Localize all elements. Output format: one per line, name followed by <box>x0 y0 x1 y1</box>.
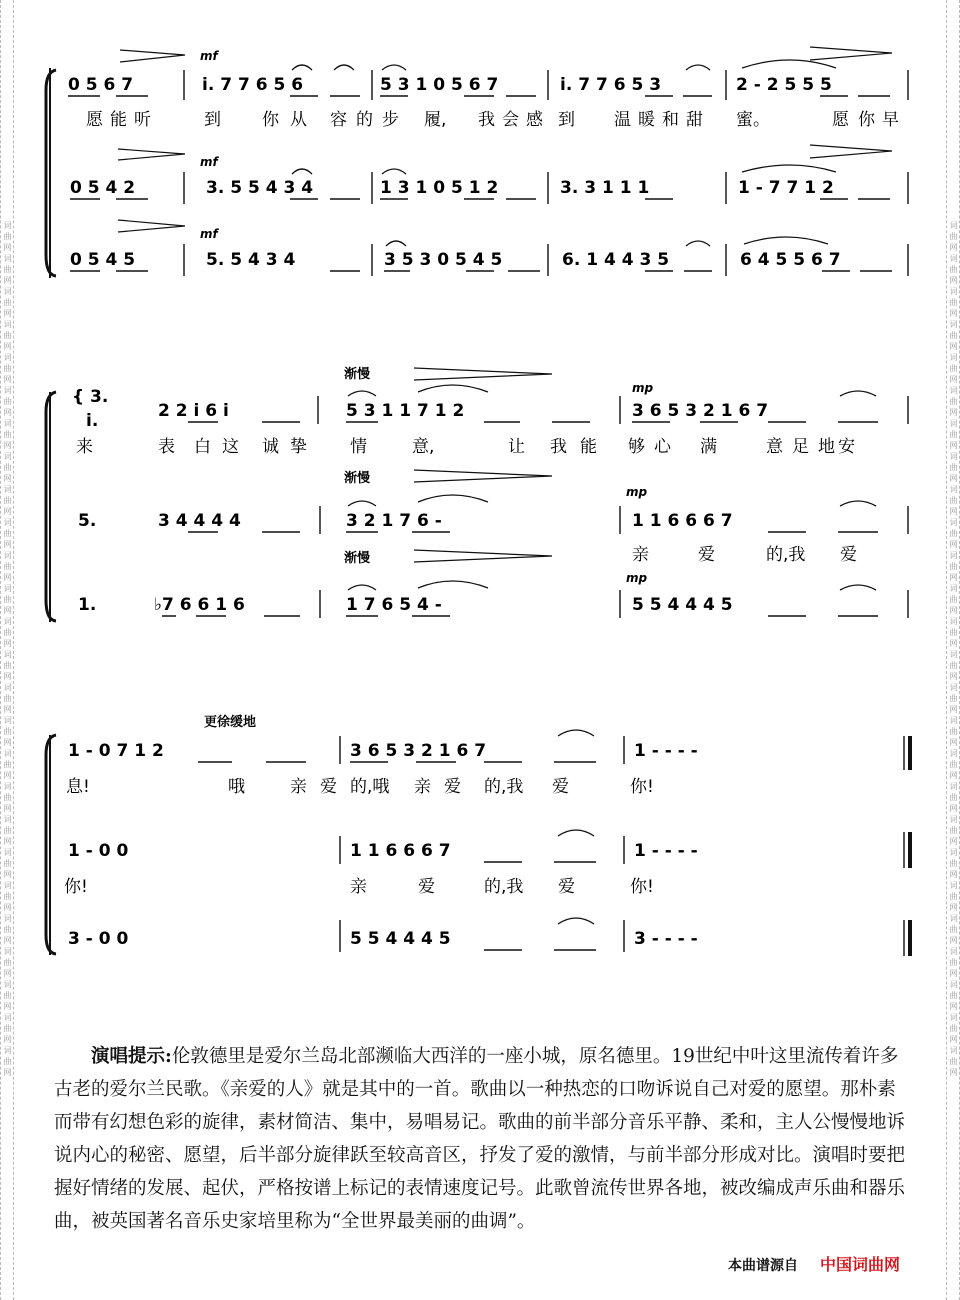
svg-text:我: 我 <box>478 110 495 130</box>
svg-text:的,我: 的,我 <box>484 877 524 897</box>
svg-text:1 7 6 5 4 -: 1 7 6 5 4 - <box>346 595 442 615</box>
svg-text:2 - 2 5 5 5: 2 - 2 5 5 5 <box>736 75 832 95</box>
svg-text:爱: 爱 <box>552 777 569 797</box>
svg-text:息!: 息! <box>66 777 90 797</box>
svg-text:容: 容 <box>330 110 347 130</box>
svg-text:蜜。: 蜜。 <box>736 110 770 130</box>
svg-text:的: 的 <box>356 110 373 130</box>
tempo-mark: 渐慢 <box>344 367 371 382</box>
svg-text:3 - 0 0: 3 - 0 0 <box>68 929 129 949</box>
svg-text:早: 早 <box>882 110 899 130</box>
svg-text:3 2 1 7 6 -: 3 2 1 7 6 - <box>346 511 442 531</box>
svg-text:暖: 暖 <box>638 110 655 130</box>
svg-text:诚: 诚 <box>262 437 279 457</box>
lyrics-row-1 <box>86 110 899 130</box>
svg-text:到: 到 <box>204 110 221 130</box>
svg-text:爱: 爱 <box>320 777 337 797</box>
svg-text:和: 和 <box>662 110 679 130</box>
svg-text:哦: 哦 <box>228 777 245 797</box>
svg-text:亲: 亲 <box>414 777 431 797</box>
svg-text:3 4 4 4 4: 3 4 4 4 4 <box>158 511 241 531</box>
svg-text:3 6 5 3 2 1 6 7: 3 6 5 3 2 1 6 7 <box>632 401 769 421</box>
svg-text:你: 你 <box>858 110 875 130</box>
svg-text:能: 能 <box>110 110 127 130</box>
svg-text:爱: 爱 <box>698 545 715 565</box>
svg-text:感: 感 <box>526 110 543 130</box>
svg-text:心: 心 <box>654 437 671 457</box>
svg-text:够: 够 <box>628 437 645 457</box>
svg-text:亲: 亲 <box>290 777 307 797</box>
svg-text:愿: 愿 <box>832 110 849 130</box>
svg-text:足: 足 <box>792 437 809 457</box>
svg-text:步: 步 <box>382 110 399 130</box>
svg-text:2 2 i 6 i: 2 2 i 6 i <box>158 401 229 421</box>
dynamic-mp: mp <box>626 571 648 585</box>
svg-text:1 1 6 6 6 7: 1 1 6 6 6 7 <box>350 841 451 861</box>
svg-text:到: 到 <box>558 110 575 130</box>
svg-text:♭7 6 6 1 6: ♭7 6 6 1 6 <box>154 595 245 615</box>
svg-text:i. 7 7 6 5 6: i. 7 7 6 5 6 <box>202 75 304 95</box>
notes-label: 演唱提示: <box>91 1046 172 1067</box>
dynamic-mf: mf <box>200 155 218 169</box>
svg-text:1 - 0 7 1 2: 1 - 0 7 1 2 <box>68 741 164 761</box>
source-credit <box>728 1252 900 1275</box>
svg-text:5 3 1 1 7 1 2: 5 3 1 1 7 1 2 <box>346 401 465 421</box>
svg-text:i.: i. <box>86 411 99 431</box>
svg-text:i. 7 7 6 5 3: i. 7 7 6 5 3 <box>560 75 662 95</box>
svg-text:3. 3 1 1 1: 3. 3 1 1 1 <box>560 178 650 198</box>
svg-text:5 3 1 0 5 6 7: 5 3 1 0 5 6 7 <box>380 75 499 95</box>
svg-text:情: 情 <box>350 437 367 457</box>
svg-text:1 - - - -: 1 - - - - <box>634 841 698 861</box>
svg-text:爱: 爱 <box>558 877 575 897</box>
svg-text:{ 3.: { 3. <box>72 387 109 407</box>
svg-text:你!: 你! <box>64 877 88 897</box>
svg-text:的,我: 的,我 <box>484 777 524 797</box>
system-3 <box>46 714 910 956</box>
svg-text:6. 1 4 4 3 5: 6. 1 4 4 3 5 <box>562 250 670 270</box>
tempo-mark: 更徐缓地 <box>204 715 257 730</box>
svg-text:爱: 爱 <box>418 877 435 897</box>
tempo-mark: 渐慢 <box>344 551 371 566</box>
svg-text:的,我: 的,我 <box>766 545 806 565</box>
svg-text:3 5 3 0 5 4 5: 3 5 3 0 5 4 5 <box>384 250 503 270</box>
svg-text:5. 5 4 3 4: 5. 5 4 3 4 <box>206 250 296 270</box>
svg-text:白: 白 <box>194 437 211 457</box>
svg-text:履,: 履, <box>424 110 447 130</box>
svg-text:爱: 爱 <box>444 777 461 797</box>
svg-text:从: 从 <box>290 110 307 130</box>
svg-text:地: 地 <box>818 437 835 457</box>
dynamic-mf: mf <box>200 227 218 241</box>
svg-text:意: 意 <box>766 437 783 457</box>
svg-text:3 - - - -: 3 - - - - <box>634 929 698 949</box>
svg-text:表: 表 <box>158 437 175 457</box>
svg-text:让: 让 <box>508 437 525 457</box>
notes-v3: 0 5 4 5 <box>70 250 136 270</box>
svg-text:5 5 4 4 4 5: 5 5 4 4 4 5 <box>350 929 451 949</box>
lyrics-row-2b <box>632 545 857 565</box>
svg-text:你!: 你! <box>630 877 654 897</box>
svg-text:意,: 意, <box>412 437 435 457</box>
lyrics-row-3b <box>64 877 654 897</box>
svg-text:安: 安 <box>838 437 855 457</box>
svg-text:满: 满 <box>700 437 717 457</box>
svg-text:5 5 4 4 4 5: 5 5 4 4 4 5 <box>632 595 733 615</box>
svg-text:5.: 5. <box>78 511 97 531</box>
svg-text:能: 能 <box>580 437 597 457</box>
svg-text:你!: 你! <box>630 777 654 797</box>
svg-text:1 - 7 7 1 2: 1 - 7 7 1 2 <box>738 178 834 198</box>
system-1 <box>46 47 908 278</box>
svg-text:爱: 爱 <box>840 545 857 565</box>
svg-text:亲: 亲 <box>350 877 367 897</box>
svg-text:听: 听 <box>134 110 151 130</box>
svg-text:会: 会 <box>502 110 519 130</box>
svg-text:亲: 亲 <box>632 545 649 565</box>
svg-text:1 - - - -: 1 - - - - <box>634 741 698 761</box>
notes-v1: 0 5 6 7 <box>68 75 134 95</box>
svg-text:6 4 5 5 6 7: 6 4 5 5 6 7 <box>740 250 841 270</box>
system-2 <box>46 366 908 622</box>
dynamic-mp: mp <box>626 485 648 499</box>
svg-text:来: 来 <box>76 437 93 457</box>
svg-text:挚: 挚 <box>290 437 307 457</box>
notes-v2: 0 5 4 2 <box>70 178 136 198</box>
svg-text:1 1 6 6 6 7: 1 1 6 6 6 7 <box>632 511 733 531</box>
svg-text:1 3 1 0 5 1 2: 1 3 1 0 5 1 2 <box>380 178 499 198</box>
source-site-link[interactable]: 中国词曲网 <box>820 1255 901 1274</box>
dynamic-mp: mp <box>632 381 654 395</box>
source-label: 本曲谱源自 <box>728 1258 798 1274</box>
notes-text: 伦敦德里是爱尔兰岛北部濒临大西洋的一座小城，原名德里。19世纪中叶这里流传着许多古老的爱尔兰民歌。《亲爱的人》就是其中的一首。歌曲以一种热恋的口吻诉说自己对爱的愿望。那朴素而带有幻想色彩的旋律，素材简洁、集中，易唱易记。歌曲的前半部分音乐平静、柔和，主人公慢慢地诉说内心的秘密、愿望，后半部分旋律跃至较高音区，抒发了爱的激情，与前半部分形成对比。演唱时要把握好情绪的发展、起伏，严格按谱上标记的表情速度记号。此歌曾流传世界各地，被改编成声乐曲和器乐曲，被英国著名音乐史家培里称为“全世界最美丽的曲调”。 <box>54 1046 906 1232</box>
svg-text:1 - 0 0: 1 - 0 0 <box>68 841 129 861</box>
lyrics-row-3a <box>66 777 654 797</box>
svg-text:我: 我 <box>550 437 567 457</box>
svg-text:3 6 5 3 2 1 6 7: 3 6 5 3 2 1 6 7 <box>350 741 487 761</box>
left-watermark-strip: 词曲网词曲网词曲网词曲网词曲网词曲网词曲网词曲网词曲网词曲网词曲网词曲网词曲网词曲网词曲网词曲网词曲网词曲网词曲网词曲网词曲网词曲网词曲网词曲网词曲网词曲网 <box>0 0 14 1300</box>
svg-text:你: 你 <box>262 110 279 130</box>
svg-text:这: 这 <box>222 437 239 457</box>
svg-text:1.: 1. <box>78 595 97 615</box>
svg-text:温: 温 <box>614 110 631 130</box>
svg-text:的,哦: 的,哦 <box>350 777 390 797</box>
lyrics-row-2a <box>76 437 855 457</box>
performance-notes <box>54 1040 914 1238</box>
right-watermark-strip: 词曲网词曲网词曲网词曲网词曲网词曲网词曲网词曲网词曲网词曲网词曲网词曲网词曲网词曲网词曲网词曲网词曲网词曲网词曲网词曲网词曲网词曲网词曲网词曲网词曲网词曲网 <box>946 0 960 1300</box>
svg-text:3. 5 5 4 3 4: 3. 5 5 4 3 4 <box>206 178 314 198</box>
svg-text:甜: 甜 <box>686 110 703 130</box>
dynamic-mf: mf <box>200 49 218 63</box>
tempo-mark: 渐慢 <box>344 471 371 486</box>
svg-text:愿: 愿 <box>86 110 103 130</box>
